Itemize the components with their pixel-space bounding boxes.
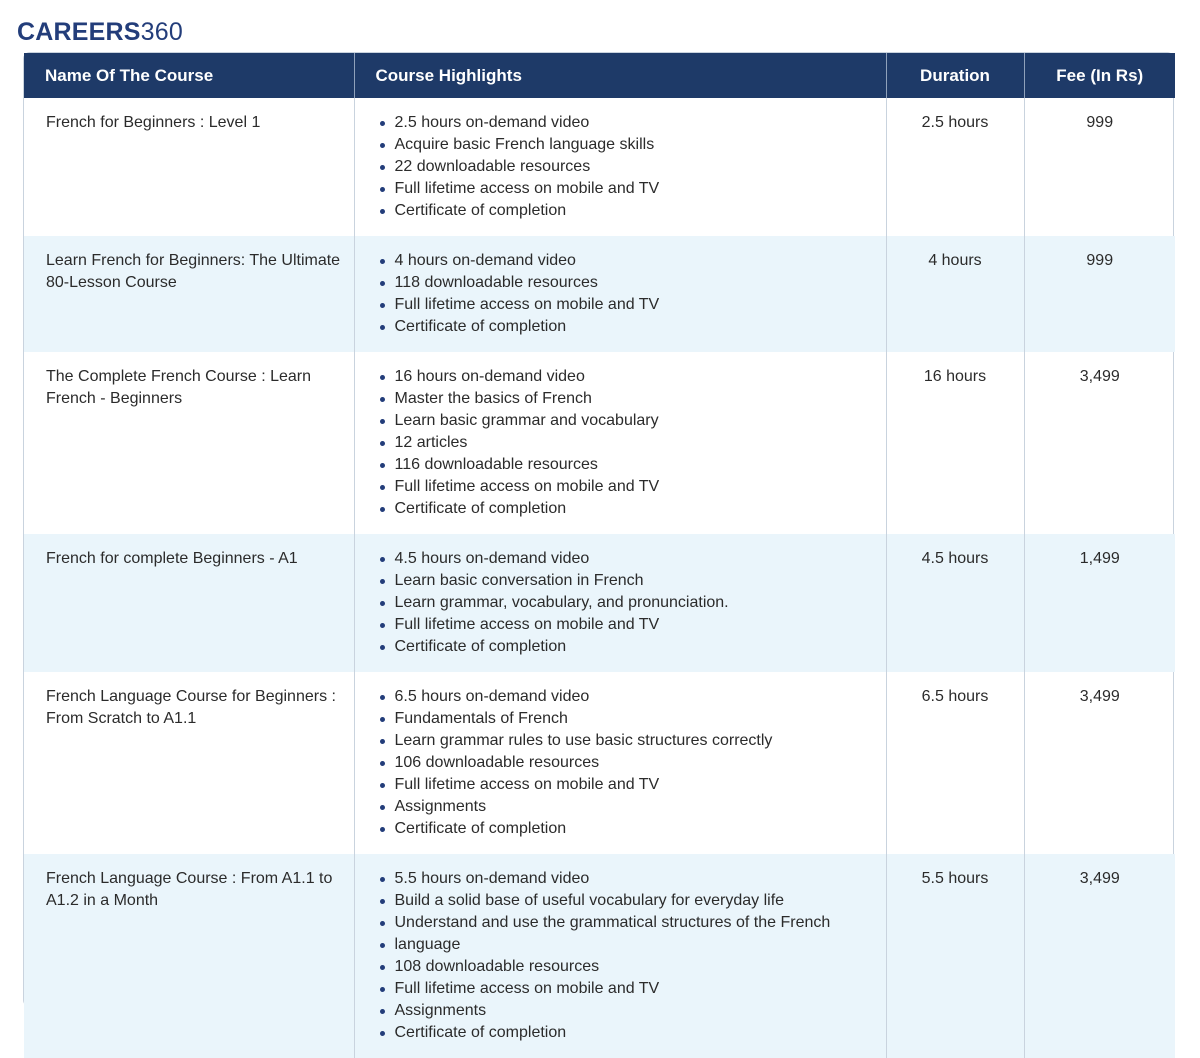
highlight-item: Fundamentals of French xyxy=(391,708,886,730)
course-name-cell: French Language Course for Beginners : From Scratch to A1.1 xyxy=(24,672,354,854)
highlight-item: language xyxy=(391,934,886,956)
highlight-item: Certificate of completion xyxy=(391,498,886,520)
careers360-logo[interactable] xyxy=(17,17,183,47)
fee-cell: 1,499 xyxy=(1024,534,1175,672)
duration-cell: 16 hours xyxy=(886,352,1024,534)
highlight-item: Full lifetime access on mobile and TV xyxy=(391,178,886,200)
fee-cell: 999 xyxy=(1086,114,1114,131)
table-row xyxy=(24,352,1175,534)
logo-brand-text: CAREERS xyxy=(17,18,141,46)
fee-cell: 3,499 xyxy=(1079,368,1120,385)
duration-cell: 4 hours xyxy=(886,236,1024,352)
highlight-item: Certificate of completion xyxy=(391,316,886,338)
highlight-item: Assignments xyxy=(391,796,886,818)
table-row xyxy=(24,98,1175,236)
highlight-item: 2.5 hours on-demand video xyxy=(391,112,886,134)
course-highlights-cell xyxy=(354,534,886,672)
highlight-item: 12 articles xyxy=(391,432,886,454)
highlight-item: 106 downloadable resources xyxy=(391,752,886,774)
course-highlights-cell xyxy=(354,672,886,854)
highlight-item: Assignments xyxy=(391,1000,886,1022)
table-row xyxy=(24,854,1175,1058)
highlights-list xyxy=(377,250,886,338)
highlight-item: Certificate of completion xyxy=(391,200,886,222)
highlight-item: Learn basic conversation in French xyxy=(391,570,886,592)
course-table xyxy=(24,53,1175,1058)
table-header xyxy=(24,53,1175,98)
highlight-item: Learn grammar rules to use basic structures correctly xyxy=(391,730,886,752)
fee-cell: 3,499 xyxy=(1079,688,1120,705)
highlight-item: Learn grammar, vocabulary, and pronunciation. xyxy=(391,592,886,614)
course-name-cell: French for complete Beginners - A1 xyxy=(24,534,354,672)
highlights-list xyxy=(377,548,886,658)
table-body xyxy=(24,98,1175,1058)
highlight-item: 4 hours on-demand video xyxy=(391,250,886,272)
highlight-item: 16 hours on-demand video xyxy=(391,366,886,388)
highlight-item: Learn basic grammar and vocabulary xyxy=(391,410,886,432)
highlight-item: Full lifetime access on mobile and TV xyxy=(391,774,886,796)
course-highlights-cell xyxy=(354,236,886,352)
highlight-item: Full lifetime access on mobile and TV xyxy=(391,614,886,636)
highlight-item: Understand and use the grammatical structures of the French xyxy=(391,912,886,934)
highlight-item: Full lifetime access on mobile and TV xyxy=(391,476,886,498)
course-name-cell: The Complete French Course : Learn French - Beginners xyxy=(24,352,354,534)
header-course-name: Name Of The Course xyxy=(24,53,354,98)
highlight-item: 108 downloadable resources xyxy=(391,956,886,978)
course-name-cell: French for Beginners : Level 1 xyxy=(24,98,354,236)
highlight-item: 6.5 hours on-demand video xyxy=(391,686,886,708)
duration-cell: 2.5 hours xyxy=(886,98,1024,236)
highlight-item: Acquire basic French language skills xyxy=(391,134,886,156)
highlights-list xyxy=(377,868,886,1044)
highlight-item: 4.5 hours on-demand video xyxy=(391,548,886,570)
header-duration: Duration xyxy=(886,53,1024,98)
highlight-item: 116 downloadable resources xyxy=(391,454,886,476)
highlights-list xyxy=(377,366,886,520)
header-row xyxy=(24,53,1175,98)
duration-cell: 6.5 hours xyxy=(886,672,1024,854)
course-name-cell: Learn French for Beginners: The Ultimate 80-Lesson Course xyxy=(24,236,354,352)
course-table-container xyxy=(23,52,1174,1041)
duration-cell: 5.5 hours xyxy=(886,854,1024,1058)
highlight-item: Certificate of completion xyxy=(391,1022,886,1044)
course-highlights-cell xyxy=(354,352,886,534)
highlight-item: Certificate of completion xyxy=(391,636,886,658)
highlight-item: Full lifetime access on mobile and TV xyxy=(391,978,886,1000)
table-row xyxy=(24,534,1175,672)
table-row xyxy=(24,236,1175,352)
course-highlights-cell xyxy=(354,854,886,1058)
highlight-item: Certificate of completion xyxy=(391,818,886,840)
highlights-list xyxy=(377,686,886,840)
highlight-item: Build a solid base of useful vocabulary for everyday life xyxy=(391,890,886,912)
header-course-highlights: Course Highlights xyxy=(354,53,886,98)
highlight-item: Full lifetime access on mobile and TV xyxy=(391,294,886,316)
fee-cell: 3,499 xyxy=(1024,854,1175,1058)
header-fee: Fee (In Rs) xyxy=(1024,53,1175,98)
duration-cell: 4.5 hours xyxy=(886,534,1024,672)
highlights-list xyxy=(377,112,886,222)
fee-cell: 999 xyxy=(1024,236,1175,352)
course-highlights-cell xyxy=(354,98,886,236)
highlight-item: 5.5 hours on-demand video xyxy=(391,868,886,890)
highlight-item: 22 downloadable resources xyxy=(391,156,886,178)
highlight-item: 118 downloadable resources xyxy=(391,272,886,294)
logo-number-text: 360 xyxy=(140,18,183,46)
course-name-cell: French Language Course : From A1.1 to A1.2 in a Month xyxy=(24,854,354,1058)
highlight-item: Master the basics of French xyxy=(391,388,886,410)
table-row xyxy=(24,672,1175,854)
